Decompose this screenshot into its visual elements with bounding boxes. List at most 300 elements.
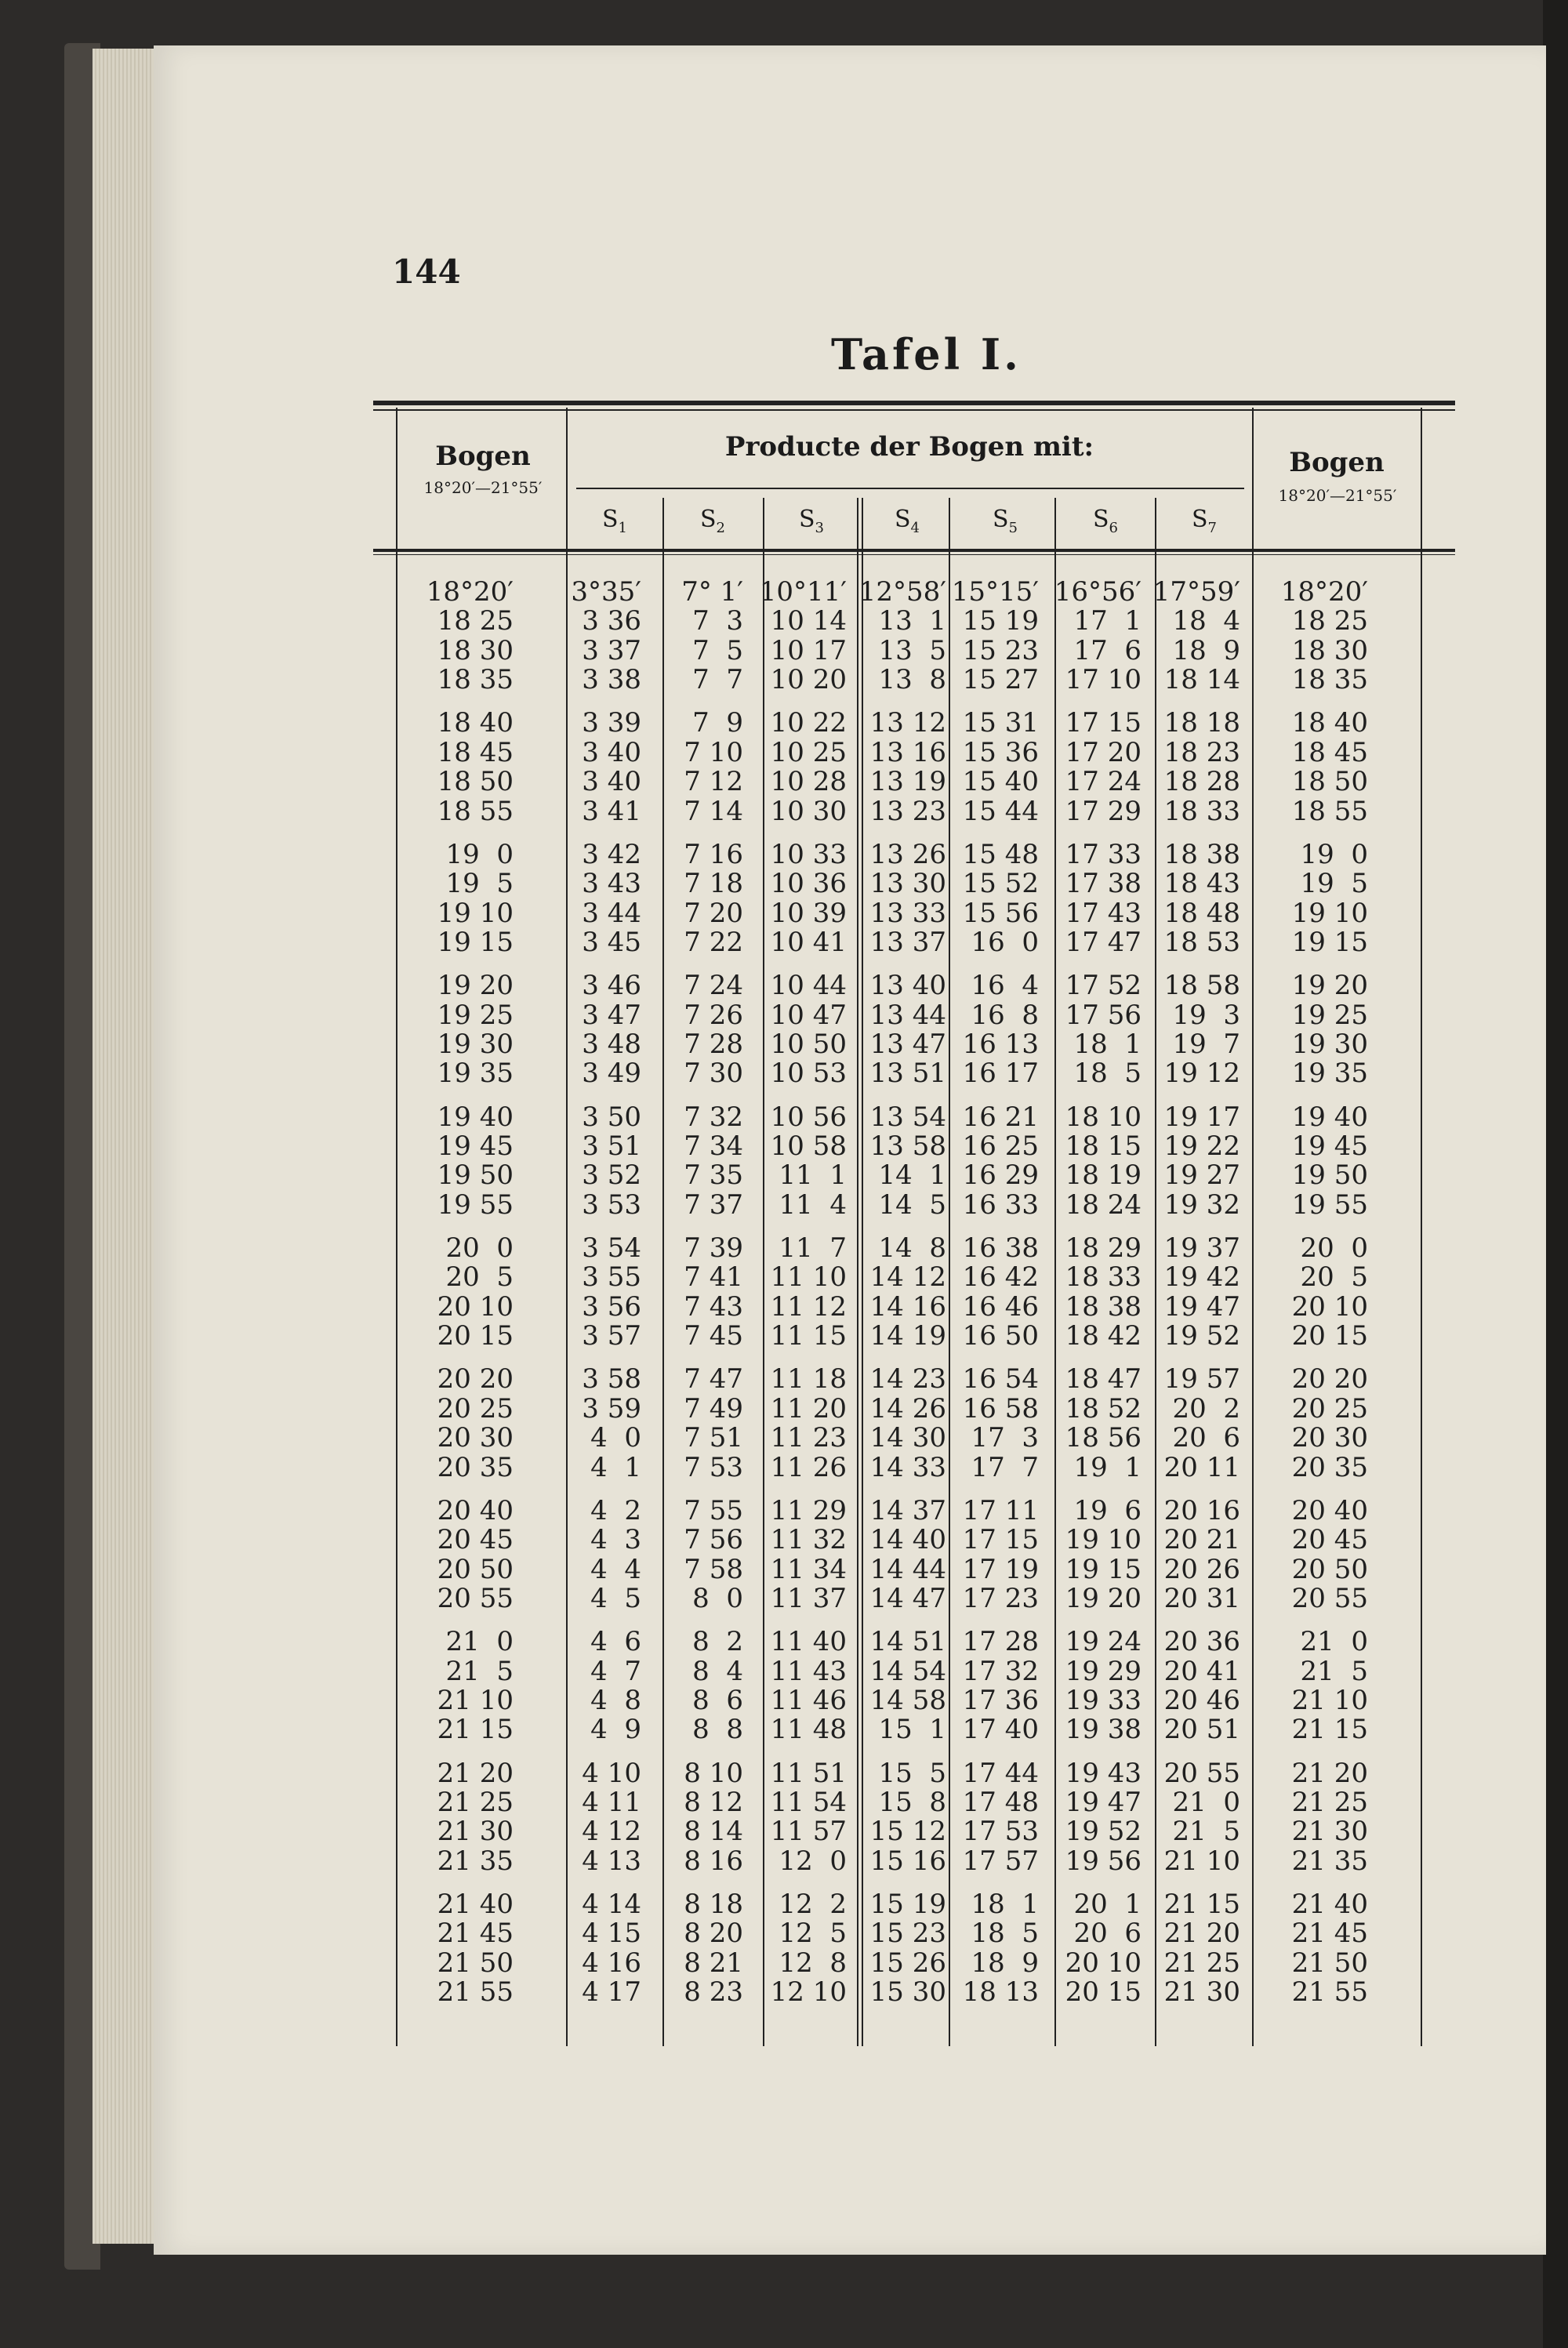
table-cell: 13 54 <box>869 1101 946 1133</box>
table-cell: 8 16 <box>684 1845 743 1877</box>
table-cell: 20 5 <box>1300 1261 1368 1294</box>
table-cell: 21 45 <box>1291 1918 1368 1950</box>
page-stack <box>93 49 163 2244</box>
table-cell: 18 25 <box>1291 605 1368 637</box>
table-cell: 10 56 <box>770 1101 847 1133</box>
table-cell: 14 37 <box>869 1494 946 1526</box>
table-cell: 15 23 <box>869 1918 946 1950</box>
table-cell: 13 5 <box>878 634 946 666</box>
table-cell: 8 10 <box>684 1757 743 1789</box>
table-cell: 15 12 <box>869 1816 946 1848</box>
table-cell: 20 30 <box>437 1422 514 1454</box>
table-cell: 3 48 <box>582 1028 641 1060</box>
table-cell: 7 26 <box>684 999 743 1031</box>
table-cell: 14 26 <box>869 1392 946 1424</box>
table-cell: 15 56 <box>962 897 1039 929</box>
table-cell: 15 5 <box>878 1757 946 1789</box>
table-cell: 12 0 <box>779 1845 847 1877</box>
table-cell: 13 26 <box>869 838 946 870</box>
table-cell: 20 20 <box>1291 1363 1368 1395</box>
table-cell: 18 38 <box>1065 1290 1142 1323</box>
table-cell: 18 45 <box>437 736 514 768</box>
table-cell: 19 37 <box>1163 1232 1240 1264</box>
table-top-rule <box>373 401 1455 405</box>
table-cell: 18 42 <box>1065 1320 1142 1352</box>
header-bogen-right: Bogen <box>1289 447 1385 478</box>
table-cell: 3 47 <box>582 999 641 1031</box>
table-cell: 20 15 <box>1065 1976 1142 2009</box>
table-cell: 7 34 <box>684 1130 743 1162</box>
table-cell: 18 38 <box>1163 838 1240 870</box>
table-cell: 19 40 <box>437 1101 514 1133</box>
table-cell: 4 2 <box>590 1494 641 1526</box>
table-cell: 18 33 <box>1163 795 1240 827</box>
table-cell: 15 8 <box>878 1786 946 1818</box>
table-cell: 18 9 <box>1172 634 1240 666</box>
table-cell: 13 58 <box>869 1130 946 1162</box>
table-cell: 16 50 <box>962 1320 1039 1352</box>
table-cell: 10 53 <box>770 1058 847 1090</box>
table-cell: 18 19 <box>1065 1159 1142 1192</box>
table-cell: 18 50 <box>1291 766 1368 798</box>
table-cell: 7 58 <box>684 1553 743 1585</box>
table-cell: 20 51 <box>1163 1714 1240 1746</box>
table-cell: 3 37 <box>582 634 641 666</box>
table-cell: 14 33 <box>869 1451 946 1483</box>
table-cell: 7 14 <box>684 795 743 827</box>
table-cell: 3 43 <box>582 868 641 900</box>
table-cell: 19 20 <box>1065 1582 1142 1614</box>
table-cell: 17 24 <box>1065 766 1142 798</box>
table-cell: 20 55 <box>1291 1582 1368 1614</box>
table-cell: 18 35 <box>1291 664 1368 695</box>
table-cell: 19 42 <box>1163 1261 1240 1294</box>
table-cell: 19 5 <box>445 868 514 900</box>
table-cell: 11 43 <box>770 1655 847 1687</box>
table-cell: 8 0 <box>692 1582 743 1614</box>
page-number: 144 <box>392 252 461 291</box>
table-cell: 14 40 <box>869 1524 946 1556</box>
table-cell: 17 52 <box>1065 970 1142 1002</box>
header-bottom-rule-thin <box>373 554 1455 555</box>
table-cell: 15 36 <box>962 736 1039 768</box>
table-cell: 7 16 <box>684 838 743 870</box>
table-cell: 3 46 <box>582 970 641 1002</box>
table-cell: 20 0 <box>1300 1232 1368 1264</box>
table-cell: 20 16 <box>1163 1494 1240 1526</box>
table-cell: 4 3 <box>590 1524 641 1556</box>
table-cell: 7 35 <box>684 1159 743 1192</box>
table-cell: 19 33 <box>1065 1684 1142 1716</box>
table-cell: 4 9 <box>590 1714 641 1746</box>
table-cell: 21 30 <box>1291 1816 1368 1848</box>
table-cell: 18 55 <box>1291 795 1368 827</box>
table-cell: 18 23 <box>1163 736 1240 768</box>
header-range-left: 18°20′—21°55′ <box>423 478 543 497</box>
subheader-s4: $S_4$ <box>894 506 920 536</box>
table-cell: 15 52 <box>962 868 1039 900</box>
table-cell: 8 6 <box>692 1684 743 1716</box>
table-cell: 8 4 <box>692 1655 743 1687</box>
table-cell: 10 25 <box>770 736 847 768</box>
table-cell: 18 47 <box>1065 1363 1142 1395</box>
table-cell: 13 40 <box>869 970 946 1002</box>
table-cell: 19 24 <box>1065 1626 1142 1658</box>
table-cell: 17 57 <box>962 1845 1039 1877</box>
table-cell: 18 30 <box>437 634 514 666</box>
table-cell: 7° 1′ <box>681 576 743 608</box>
table-cell: 14 47 <box>869 1582 946 1614</box>
table-cell: 19 15 <box>1291 926 1368 958</box>
table-cell: 19 22 <box>1163 1130 1240 1162</box>
table-cell: 19 15 <box>1065 1553 1142 1585</box>
table-cell: 19 1 <box>1073 1451 1142 1483</box>
table-cell: 19 10 <box>1291 897 1368 929</box>
table-cell: 14 19 <box>869 1320 946 1352</box>
table-cell: 15 27 <box>962 664 1039 695</box>
table-cell: 19 10 <box>437 897 514 929</box>
table-cell: 10 33 <box>770 838 847 870</box>
table-cell: 18 5 <box>1073 1058 1142 1090</box>
table-cell: 13 12 <box>869 707 946 739</box>
table-cell: 19 6 <box>1073 1494 1142 1526</box>
table-cell: 10 14 <box>770 605 847 637</box>
table-cell: 18 5 <box>971 1918 1039 1950</box>
table-cell: 12 2 <box>779 1889 847 1920</box>
table-cell: 17 23 <box>962 1582 1039 1614</box>
table-cell: 19 7 <box>1172 1028 1240 1060</box>
table-cell: 20 25 <box>1291 1392 1368 1424</box>
table-cell: 17 44 <box>962 1757 1039 1789</box>
table-cell: 18 55 <box>437 795 514 827</box>
table-title: Tafel I. <box>831 329 1022 379</box>
table-cell: 19 40 <box>1291 1101 1368 1133</box>
table-cell: 20 26 <box>1163 1553 1240 1585</box>
table-cell: 7 28 <box>684 1028 743 1060</box>
table-cell: 18 13 <box>962 1976 1039 2009</box>
table-cell: 11 12 <box>770 1290 847 1323</box>
table-cell: 4 5 <box>590 1582 641 1614</box>
table-cell: 4 13 <box>582 1845 641 1877</box>
table-cell: 18 53 <box>1163 926 1240 958</box>
table-cell: 3 51 <box>582 1130 641 1162</box>
table-cell: 19 20 <box>437 970 514 1002</box>
table-cell: 11 34 <box>770 1553 847 1585</box>
table-cell: 3 40 <box>582 736 641 768</box>
table-cell: 12 10 <box>770 1976 847 2009</box>
table-cell: 21 50 <box>1291 1947 1368 1979</box>
table-cell: 3 39 <box>582 707 641 739</box>
table-cell: 15 31 <box>962 707 1039 739</box>
table-cell: 3 36 <box>582 605 641 637</box>
table-cell: 18 18 <box>1163 707 1240 739</box>
table-cell: 13 8 <box>878 664 946 695</box>
table-cell: 19 50 <box>1291 1159 1368 1192</box>
table-cell: 21 20 <box>437 1757 514 1789</box>
table-cell: 3 49 <box>582 1058 641 1090</box>
table-cell: 18 1 <box>971 1889 1039 1920</box>
table-cell: 13 37 <box>869 926 946 958</box>
table-cell: 20 1 <box>1073 1889 1142 1920</box>
table-cell: 16 54 <box>962 1363 1039 1395</box>
table-cell: 17 3 <box>971 1422 1039 1454</box>
subheader-s6: $S_6$ <box>1092 506 1118 536</box>
table-cell: 20 45 <box>1291 1524 1368 1556</box>
table-cell: 10 17 <box>770 634 847 666</box>
table-cell: 18 1 <box>1073 1028 1142 1060</box>
table-cell: 8 2 <box>692 1626 743 1658</box>
table-cell: 7 20 <box>684 897 743 929</box>
table-cell: 12 8 <box>779 1947 847 1979</box>
table-cell: 19 32 <box>1163 1189 1240 1221</box>
table-cell: 7 9 <box>692 707 743 739</box>
table-cell: 7 10 <box>684 736 743 768</box>
table-cell: 18 45 <box>1291 736 1368 768</box>
table-cell: 4 15 <box>582 1918 641 1950</box>
table-cell: 19 45 <box>1291 1130 1368 1162</box>
table-cell: 3 54 <box>582 1232 641 1264</box>
table-cell: 19 0 <box>1300 838 1368 870</box>
table-cell: 3 42 <box>582 838 641 870</box>
table-cell: 10 30 <box>770 795 847 827</box>
table-cell: 7 55 <box>684 1494 743 1526</box>
table-cell: 7 37 <box>684 1189 743 1221</box>
table-cell: 10 28 <box>770 766 847 798</box>
table-cell: 7 47 <box>684 1363 743 1395</box>
table-cell: 21 10 <box>1291 1684 1368 1716</box>
table-cell: 16 42 <box>962 1261 1039 1294</box>
table-cell: 21 40 <box>1291 1889 1368 1920</box>
table-cell: 16 8 <box>971 999 1039 1031</box>
table-cell: 3 58 <box>582 1363 641 1395</box>
table-cell: 20 55 <box>437 1582 514 1614</box>
table-cell: 3 55 <box>582 1261 641 1294</box>
table-cell: 21 15 <box>1163 1889 1240 1920</box>
table-cell: 20 6 <box>1172 1422 1240 1454</box>
table-cell: 4 4 <box>590 1553 641 1585</box>
table-cell: 18 40 <box>437 707 514 739</box>
table-cell: 19 20 <box>1291 970 1368 1002</box>
table-cell: 15 19 <box>962 605 1039 637</box>
table-top-rule-thin <box>373 409 1455 411</box>
table-cell: 15 26 <box>869 1947 946 1979</box>
table-cell: 19 3 <box>1172 999 1240 1031</box>
table-cell: 19 25 <box>437 999 514 1031</box>
table-cell: 16 0 <box>971 926 1039 958</box>
table-cell: 21 0 <box>445 1626 514 1658</box>
table-cell: 10 41 <box>770 926 847 958</box>
table-cell: 16 4 <box>971 970 1039 1002</box>
table-cell: 18 58 <box>1163 970 1240 1002</box>
table-cell: 16 33 <box>962 1189 1039 1221</box>
table-cell: 7 12 <box>684 766 743 798</box>
table-cell: 18 25 <box>437 605 514 637</box>
table-cell: 19 57 <box>1163 1363 1240 1395</box>
table-cell: 13 47 <box>869 1028 946 1060</box>
table-cell: 18 33 <box>1065 1261 1142 1294</box>
table-cell: 21 10 <box>437 1684 514 1716</box>
table-cell: 21 50 <box>437 1947 514 1979</box>
table-cell: 14 12 <box>869 1261 946 1294</box>
border-right <box>1421 408 1422 2046</box>
table-cell: 7 30 <box>684 1058 743 1090</box>
table-cell: 3 52 <box>582 1159 641 1192</box>
table-cell: 16 21 <box>962 1101 1039 1133</box>
table-cell: 17 19 <box>962 1553 1039 1585</box>
table-cell: 13 33 <box>869 897 946 929</box>
header-range-right: 18°20′—21°55′ <box>1278 486 1397 505</box>
table-cell: 14 51 <box>869 1626 946 1658</box>
table-cell: 4 14 <box>582 1889 641 1920</box>
table-cell: 16 46 <box>962 1290 1039 1323</box>
table-cell: 19 52 <box>1163 1320 1240 1352</box>
table-cell: 20 0 <box>445 1232 514 1264</box>
table-cell: 18 30 <box>1291 634 1368 666</box>
table-cell: 3 59 <box>582 1392 641 1424</box>
table-cell: 4 11 <box>582 1786 641 1818</box>
table-cell: 13 23 <box>869 795 946 827</box>
table-cell: 14 16 <box>869 1290 946 1323</box>
table-cell: 11 20 <box>770 1392 847 1424</box>
table-cell: 11 7 <box>779 1232 847 1264</box>
table-cell: 16 17 <box>962 1058 1039 1090</box>
table-cell: 20 45 <box>437 1524 514 1556</box>
table-cell: 7 32 <box>684 1101 743 1133</box>
table-cell: 20 6 <box>1073 1918 1142 1950</box>
table-cell: 21 25 <box>1291 1786 1368 1818</box>
table-cell: 16°56′ <box>1054 576 1142 608</box>
table-cell: 7 56 <box>684 1524 743 1556</box>
table-cell: 18 28 <box>1163 766 1240 798</box>
table-cell: 3 53 <box>582 1189 641 1221</box>
table-cell: 17 28 <box>962 1626 1039 1658</box>
table-cell: 19 55 <box>1291 1189 1368 1221</box>
table-cell: 15 44 <box>962 795 1039 827</box>
table-cell: 17 20 <box>1065 736 1142 768</box>
table-cell: 21 35 <box>437 1845 514 1877</box>
table-cell: 3 41 <box>582 795 641 827</box>
table-cell: 19 56 <box>1065 1845 1142 1877</box>
table-cell: 19 5 <box>1300 868 1368 900</box>
table-cell: 20 40 <box>437 1494 514 1526</box>
table-cell: 17 33 <box>1065 838 1142 870</box>
table-cell: 17 38 <box>1065 868 1142 900</box>
table-cell: 3 56 <box>582 1290 641 1323</box>
table-cell: 3 40 <box>582 766 641 798</box>
table-cell: 21 15 <box>1291 1714 1368 1746</box>
table-cell: 13 16 <box>869 736 946 768</box>
table-cell: 18 56 <box>1065 1422 1142 1454</box>
table-cell: 17 10 <box>1065 664 1142 695</box>
table-cell: 21 5 <box>445 1655 514 1687</box>
table-cell: 17 56 <box>1065 999 1142 1031</box>
table-cell: 19 45 <box>437 1130 514 1162</box>
table-cell: 20 40 <box>1291 1494 1368 1526</box>
table-cell: 10 39 <box>770 897 847 929</box>
table-cell: 21 10 <box>1163 1845 1240 1877</box>
table-cell: 10 36 <box>770 868 847 900</box>
table-cell: 19 25 <box>1291 999 1368 1031</box>
table-cell: 20 15 <box>1291 1320 1368 1352</box>
table-cell: 10 50 <box>770 1028 847 1060</box>
table-cell: 19 0 <box>445 838 514 870</box>
table-cell: 12 5 <box>779 1918 847 1950</box>
table-cell: 8 21 <box>684 1947 743 1979</box>
table-cell: 21 55 <box>1291 1976 1368 2009</box>
table-cell: 18 14 <box>1163 664 1240 695</box>
table-cell: 20 10 <box>437 1290 514 1323</box>
table-cell: 4 0 <box>590 1422 641 1454</box>
table-cell: 17 40 <box>962 1714 1039 1746</box>
table-cell: 16 13 <box>962 1028 1039 1060</box>
products-underline <box>576 488 1244 489</box>
table-cell: 20 2 <box>1172 1392 1240 1424</box>
table-cell: 20 35 <box>437 1451 514 1483</box>
table-cell: 13 30 <box>869 868 946 900</box>
table-cell: 15 40 <box>962 766 1039 798</box>
table-cell: 20 10 <box>1065 1947 1142 1979</box>
table-cell: 3°35′ <box>571 576 641 608</box>
table-cell: 21 25 <box>437 1786 514 1818</box>
table-cell: 14 54 <box>869 1655 946 1687</box>
table-cell: 17 7 <box>971 1451 1039 1483</box>
table-cell: 18 24 <box>1065 1189 1142 1221</box>
table-cell: 21 40 <box>437 1889 514 1920</box>
table-cell: 16 29 <box>962 1159 1039 1192</box>
table-cell: 20 50 <box>1291 1553 1368 1585</box>
table-cell: 17 36 <box>962 1684 1039 1716</box>
table-cell: 3 38 <box>582 664 641 695</box>
table-cell: 21 5 <box>1300 1655 1368 1687</box>
table-cell: 19 10 <box>1065 1524 1142 1556</box>
table-cell: 15°15′ <box>951 576 1039 608</box>
table-cell: 11 23 <box>770 1422 847 1454</box>
table-cell: 11 48 <box>770 1714 847 1746</box>
table-cell: 7 45 <box>684 1320 743 1352</box>
table-cell: 20 35 <box>1291 1451 1368 1483</box>
table-cell: 19 30 <box>1291 1028 1368 1060</box>
table-cell: 17 48 <box>962 1786 1039 1818</box>
table-cell: 21 0 <box>1172 1786 1240 1818</box>
table-cell: 20 55 <box>1163 1757 1240 1789</box>
table-cell: 3 45 <box>582 926 641 958</box>
header-bottom-rule <box>373 549 1455 552</box>
table-cell: 11 18 <box>770 1363 847 1395</box>
table-cell: 8 14 <box>684 1816 743 1848</box>
table-cell: 7 39 <box>684 1232 743 1264</box>
table-cell: 13 51 <box>869 1058 946 1090</box>
table-cell: 7 41 <box>684 1261 743 1294</box>
table-cell: 11 57 <box>770 1816 847 1848</box>
table-cell: 20 10 <box>1291 1290 1368 1323</box>
header-products: Producte der Bogen mit: <box>724 431 1094 463</box>
table-cell: 20 41 <box>1163 1655 1240 1687</box>
table-cell: 17°59′ <box>1152 576 1240 608</box>
table-cell: 14 5 <box>878 1189 946 1221</box>
table-cell: 11 46 <box>770 1684 847 1716</box>
table-cell: 20 36 <box>1163 1626 1240 1658</box>
table-cell: 20 46 <box>1163 1684 1240 1716</box>
table-cell: 15 23 <box>962 634 1039 666</box>
table-cell: 13 44 <box>869 999 946 1031</box>
table-cell: 4 10 <box>582 1757 641 1789</box>
table-cell: 7 18 <box>684 868 743 900</box>
table-cell: 7 3 <box>692 605 743 637</box>
table-cell: 10°11′ <box>759 576 847 608</box>
table-cell: 4 7 <box>590 1655 641 1687</box>
table-cell: 15 19 <box>869 1889 946 1920</box>
table-cell: 14 30 <box>869 1422 946 1454</box>
